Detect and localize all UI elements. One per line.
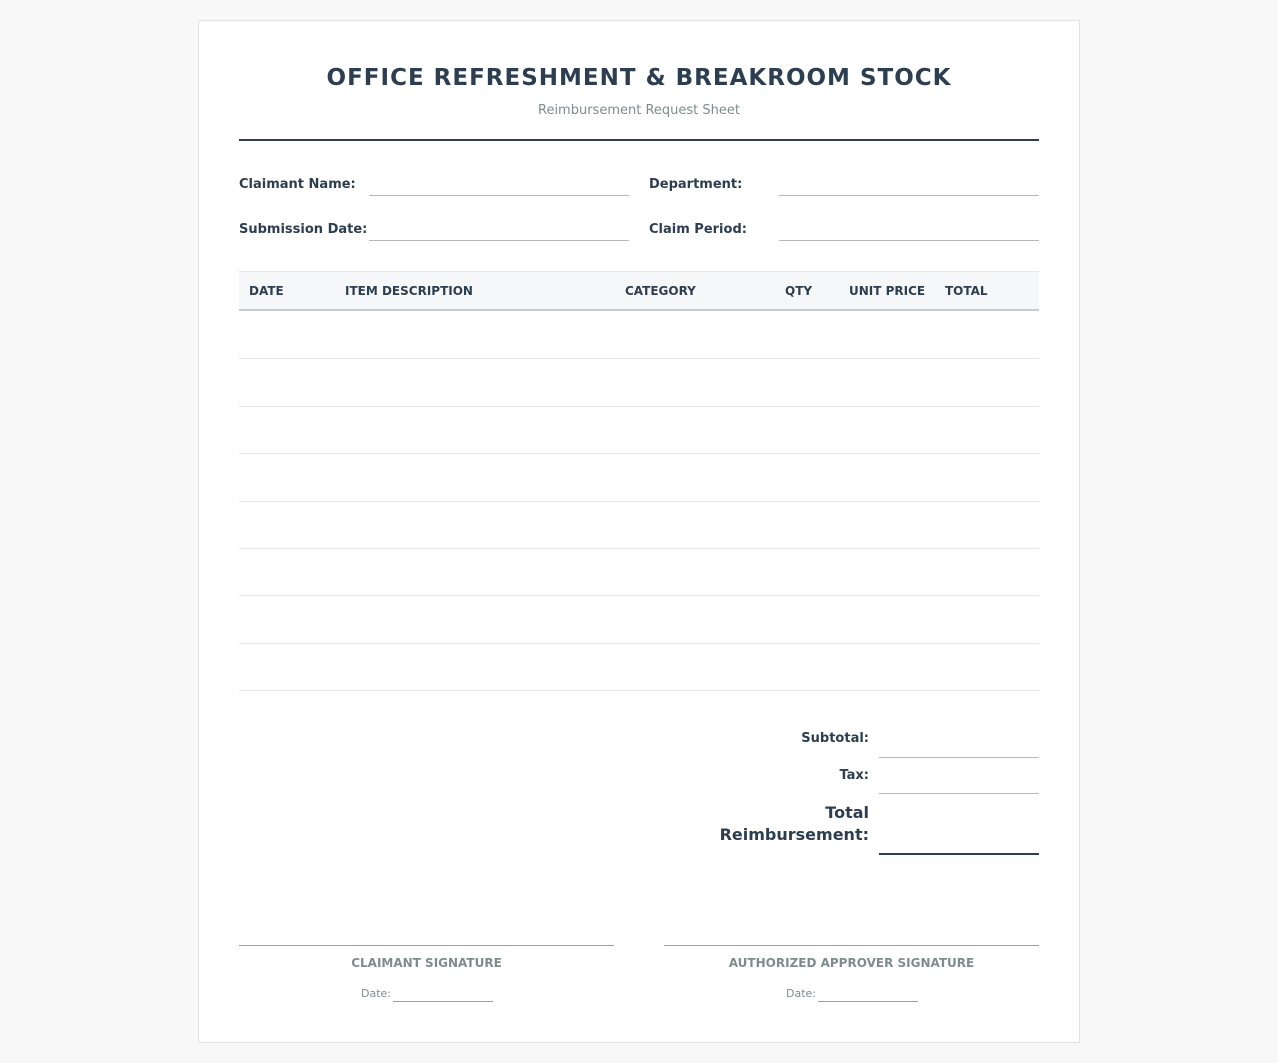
total-reimbursement-label: [720, 802, 869, 846]
approver-date-field[interactable]: [818, 1001, 918, 1002]
department-field[interactable]: [779, 195, 1039, 196]
claim-period-label: Claim Period:: [649, 222, 747, 237]
claimant-name-label: Claimant Name:: [239, 177, 356, 192]
table-row[interactable]: [239, 406, 1039, 407]
table-row[interactable]: [239, 643, 1039, 644]
tax-label: Tax:: [839, 768, 869, 783]
table-row[interactable]: [239, 358, 1039, 359]
form-subtitle: Reimbursement Request Sheet: [538, 103, 740, 118]
table-row[interactable]: [239, 548, 1039, 549]
title-divider: [239, 139, 1039, 141]
table-row[interactable]: [239, 501, 1039, 502]
department-label: Department:: [649, 177, 743, 192]
approver-signature-line[interactable]: [664, 945, 1039, 946]
table-row[interactable]: [239, 595, 1039, 596]
table-row[interactable]: [239, 453, 1039, 454]
approver-signature-label: AUTHORIZED APPROVER SIGNATURE: [728, 956, 975, 970]
submission-date-label: Submission Date:: [239, 222, 368, 237]
column-header-unit-price: UNIT PRICE: [849, 284, 926, 298]
total-reimbursement-field[interactable]: [879, 853, 1039, 855]
claimant-signature-line[interactable]: [239, 945, 614, 946]
total-label-line2: Reimbursement:: [719, 825, 869, 844]
approver-date-label: Date:: [786, 987, 816, 1000]
reimbursement-form-sheet: [198, 20, 1080, 1043]
column-header-item-description: ITEM DESCRIPTION: [345, 284, 473, 298]
tax-field[interactable]: [879, 793, 1039, 794]
subtotal-field[interactable]: [879, 757, 1039, 758]
claim-period-field[interactable]: [779, 240, 1039, 241]
claimant-date-label: Date:: [361, 987, 391, 1000]
column-header-date: DATE: [249, 284, 284, 298]
claimant-signature-label: CLAIMANT SIGNATURE: [351, 956, 502, 970]
column-header-category: CATEGORY: [625, 284, 696, 298]
column-header-total: TOTAL: [945, 284, 988, 298]
total-label-line1: Total: [825, 803, 869, 822]
form-title: OFFICE REFRESHMENT & BREAKROOM STOCK: [326, 65, 952, 91]
submission-date-field[interactable]: [369, 240, 629, 241]
column-header-qty: QTY: [785, 284, 813, 298]
claimant-date-field[interactable]: [393, 1001, 493, 1002]
claimant-name-field[interactable]: [369, 195, 629, 196]
items-table-header: [239, 271, 1039, 311]
subtotal-label: Subtotal:: [801, 731, 869, 746]
table-row[interactable]: [239, 690, 1039, 691]
